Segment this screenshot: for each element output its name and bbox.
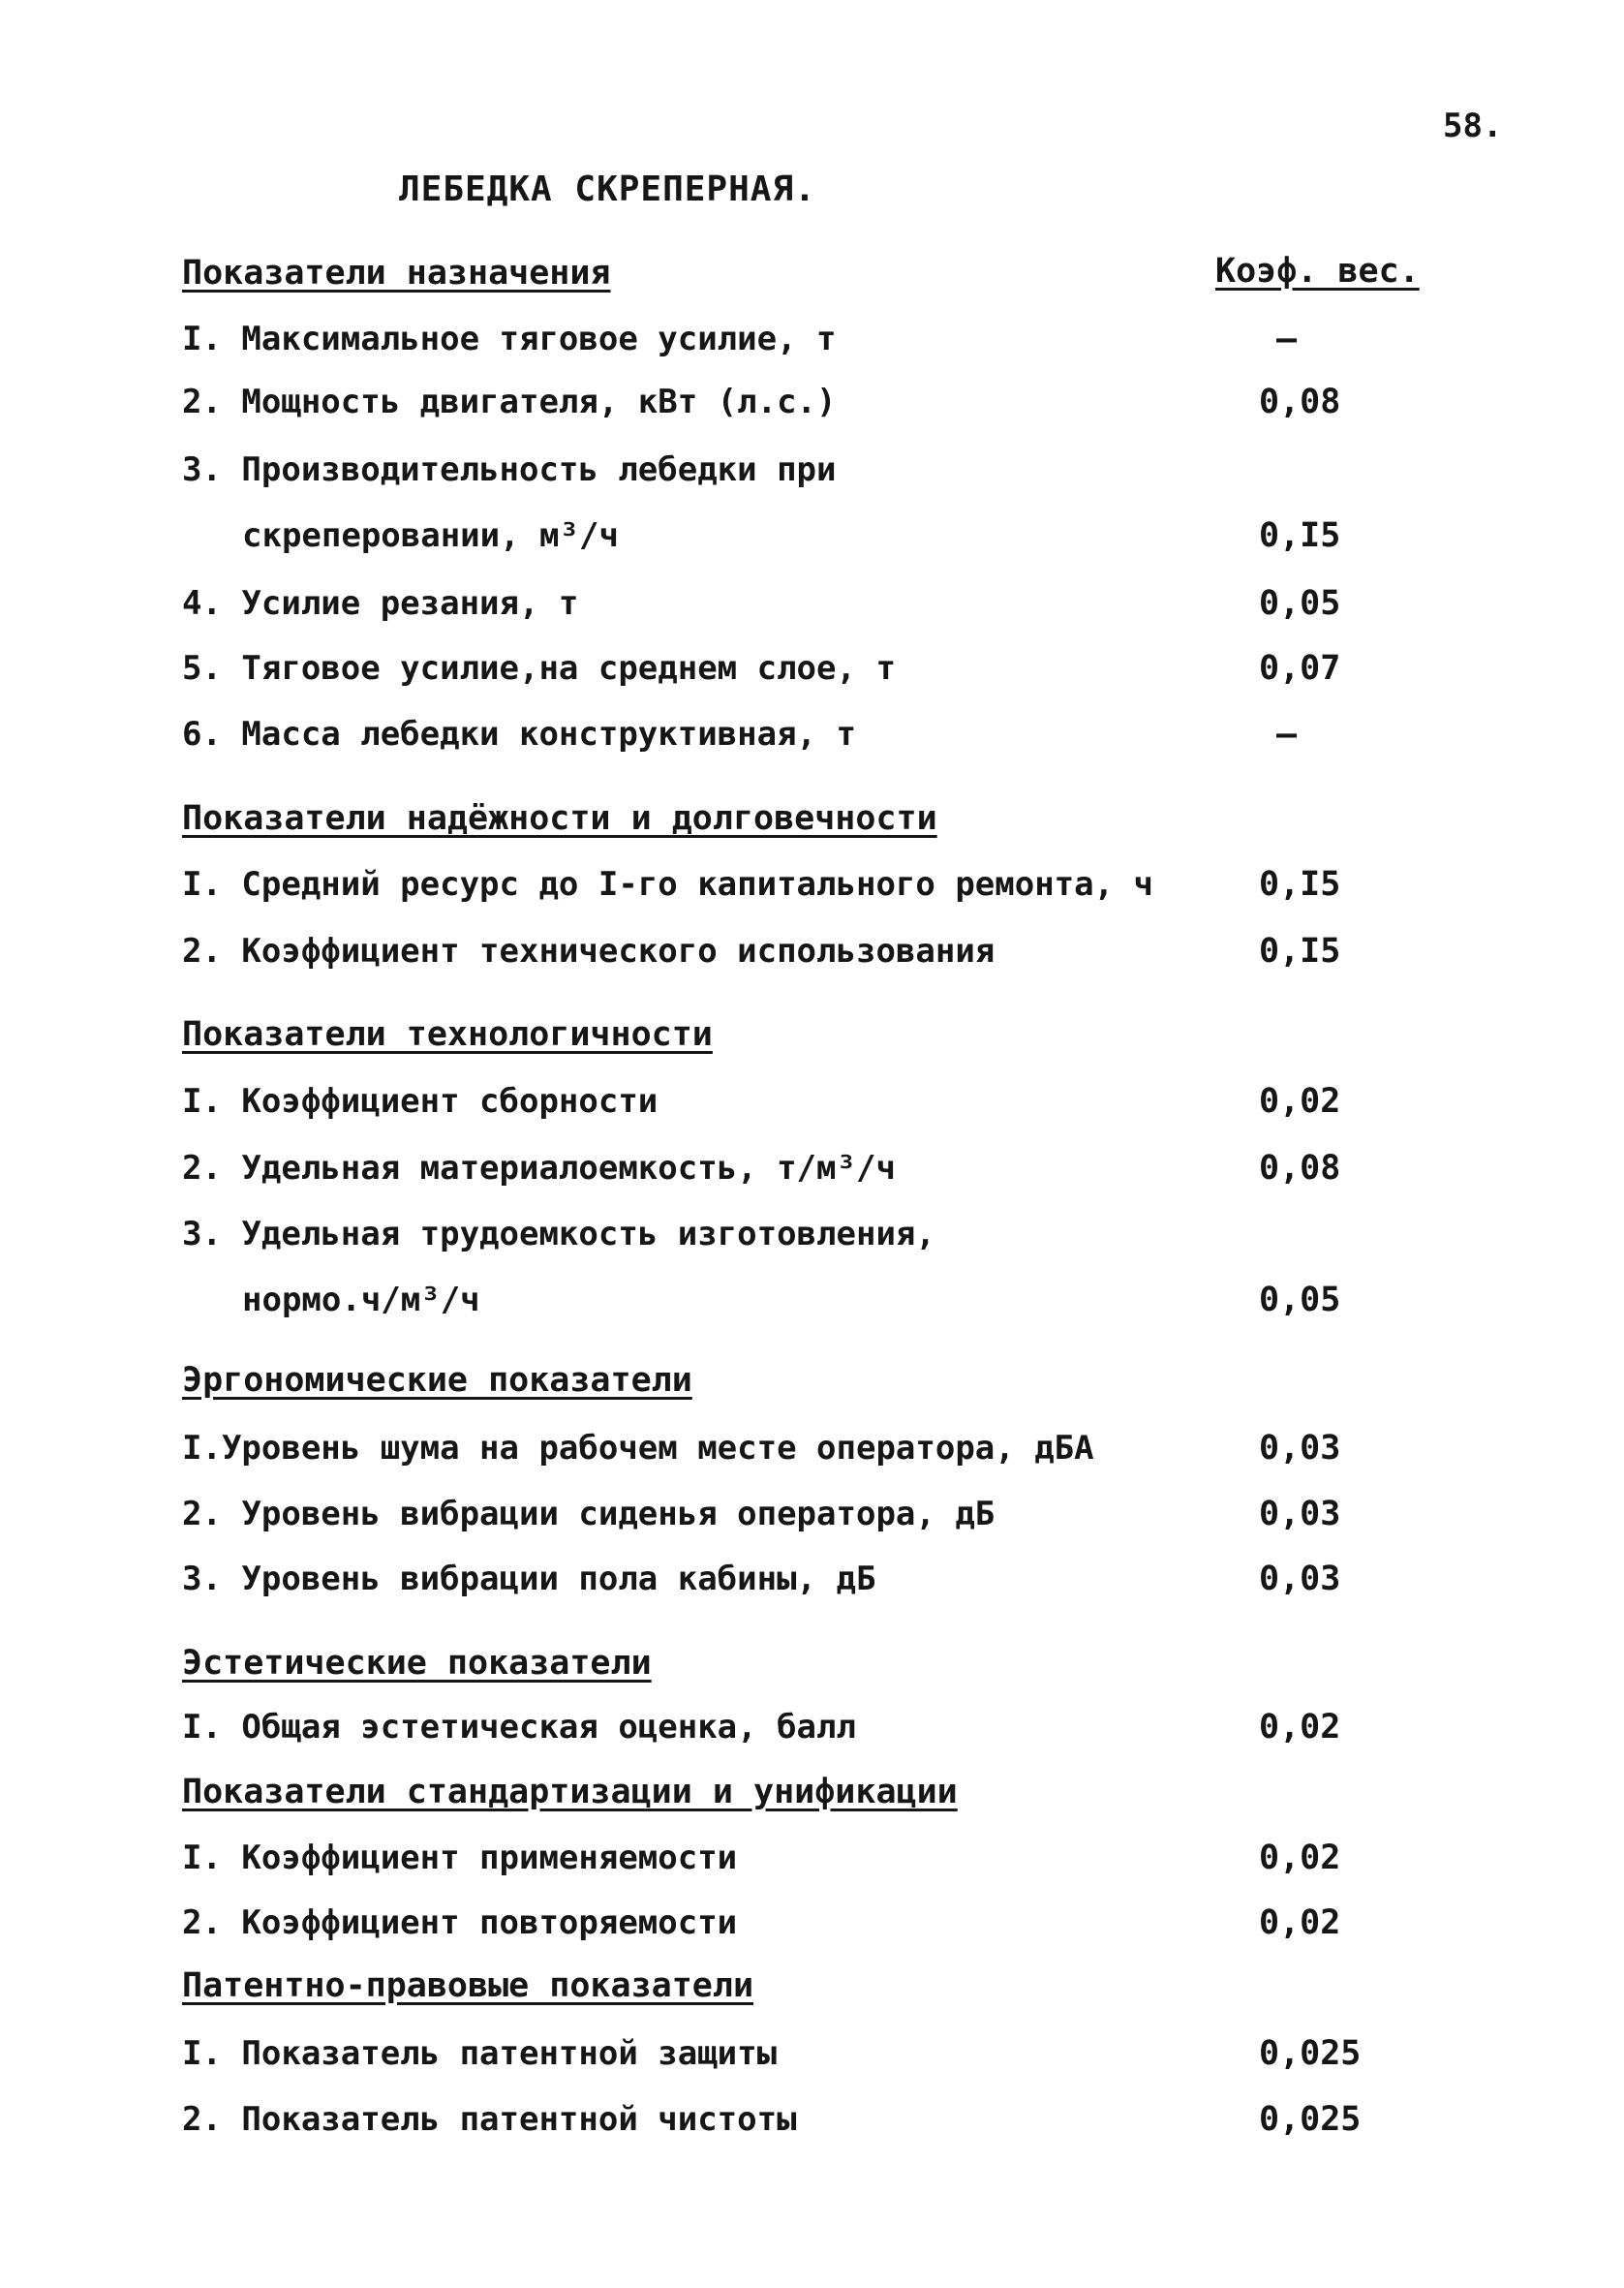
indicator-label: I. Коэффициент сборности xyxy=(182,1082,659,1121)
weight-coefficient: 0,I5 xyxy=(1259,516,1341,555)
weight-coefficient: 0,02 xyxy=(1259,1903,1341,1942)
indicator-row xyxy=(0,1215,1624,1263)
indicator-row xyxy=(0,320,1624,368)
weight-coefficient: 0,025 xyxy=(1259,2034,1362,2073)
indicator-label: I. Коэффициент применяемости xyxy=(182,1839,738,1877)
indicator-row xyxy=(0,1495,1624,1543)
weight-coefficient: 0,02 xyxy=(1259,1708,1341,1747)
indicator-row xyxy=(0,1429,1624,1477)
indicator-row xyxy=(0,715,1624,763)
indicator-row xyxy=(0,1149,1624,1197)
section-heading: Показатели стандартизации и унификации xyxy=(182,1773,958,1811)
indicator-row xyxy=(0,649,1624,697)
weight-coefficient: – xyxy=(1276,715,1298,754)
page-number: 58. xyxy=(1443,107,1503,145)
indicator-row xyxy=(0,516,1624,565)
indicator-label: 3. Производительность лебедки при xyxy=(182,450,837,489)
weight-coefficient: 0,03 xyxy=(1259,1560,1341,1598)
weight-coefficient: 0,07 xyxy=(1259,649,1341,688)
section-heading: Показатели назначения xyxy=(182,254,611,293)
weight-coefficient: – xyxy=(1276,320,1298,358)
weight-coefficient: 0,025 xyxy=(1259,2100,1362,2139)
indicator-row xyxy=(0,1281,1624,1329)
indicator-row xyxy=(0,1839,1624,1887)
indicator-label: 3. Удельная трудоемкость изготовления, xyxy=(182,1215,935,1253)
indicator-row xyxy=(0,1082,1624,1130)
indicator-row xyxy=(0,1903,1624,1952)
indicator-label: скреперовании, м³/ч xyxy=(242,516,619,555)
indicator-label: 2. Показатель патентной чистоты xyxy=(182,2100,797,2139)
weight-coefficient: 0,03 xyxy=(1259,1429,1341,1468)
indicator-label: 2. Мощность двигателя, кВт (л.с.) xyxy=(182,383,837,421)
indicator-label: 2. Уровень вибрации сиденья оператора, дБ xyxy=(182,1495,996,1533)
weight-coefficient: 0,05 xyxy=(1259,1281,1341,1319)
weight-coefficient: 0,03 xyxy=(1259,1495,1341,1533)
indicator-label: нормо.ч/м³/ч xyxy=(242,1281,480,1319)
indicator-row xyxy=(0,584,1624,633)
indicator-row xyxy=(0,932,1624,980)
weight-coefficient: 0,08 xyxy=(1259,383,1341,421)
indicator-label: 4. Усилие резания, т xyxy=(182,584,579,623)
section-heading: Показатели надёжности и долговечности xyxy=(182,799,937,838)
indicator-row xyxy=(0,450,1624,499)
indicator-label: 5. Тяговое усилие,на среднем слое, т xyxy=(182,649,896,688)
indicator-label: I. Средний ресурс до I-го капитального ремонта, ч xyxy=(182,865,1154,904)
weight-coefficient: 0,08 xyxy=(1259,1149,1341,1188)
document-title: ЛЕБЕДКА СКРЕПЕРНАЯ. xyxy=(399,170,816,209)
indicator-label: 3. Уровень вибрации пола кабины, дБ xyxy=(182,1560,876,1598)
weight-coefficient: 0,I5 xyxy=(1259,932,1341,971)
indicator-row xyxy=(0,1560,1624,1608)
weight-coefficient: 0,I5 xyxy=(1259,865,1341,904)
section-heading: Эстетические показатели xyxy=(182,1644,652,1683)
indicator-row xyxy=(0,2100,1624,2149)
indicator-label: 2. Удельная материалоемкость, т/м³/ч xyxy=(182,1149,896,1188)
indicator-label: 6. Масса лебедки конструктивная, т xyxy=(182,715,856,754)
indicator-row xyxy=(0,2034,1624,2083)
weight-coefficient: 0,05 xyxy=(1259,584,1341,623)
weight-coefficient: 0,02 xyxy=(1259,1082,1341,1121)
section-heading: Показатели технологичности xyxy=(182,1015,713,1054)
weight-column-header: Коэф. вес. xyxy=(1215,252,1420,291)
indicator-label: I.Уровень шума на рабочем месте оператора, дБА xyxy=(182,1429,1094,1468)
indicator-row xyxy=(0,383,1624,431)
indicator-row xyxy=(0,1708,1624,1756)
indicator-label: 2. Коэффициент повторяемости xyxy=(182,1903,738,1942)
indicator-label: I. Общая эстетическая оценка, балл xyxy=(182,1708,856,1747)
indicator-row xyxy=(0,865,1624,913)
indicator-label: I. Показатель патентной защиты xyxy=(182,2034,778,2073)
section-heading: Эргономические показатели xyxy=(182,1361,692,1400)
weight-coefficient: 0,02 xyxy=(1259,1839,1341,1877)
indicator-label: I. Максимальное тяговое усилие, т xyxy=(182,320,837,358)
section-heading: Патентно-правовые показатели xyxy=(182,1966,754,2005)
indicator-label: 2. Коэффициент технического использования xyxy=(182,932,996,971)
